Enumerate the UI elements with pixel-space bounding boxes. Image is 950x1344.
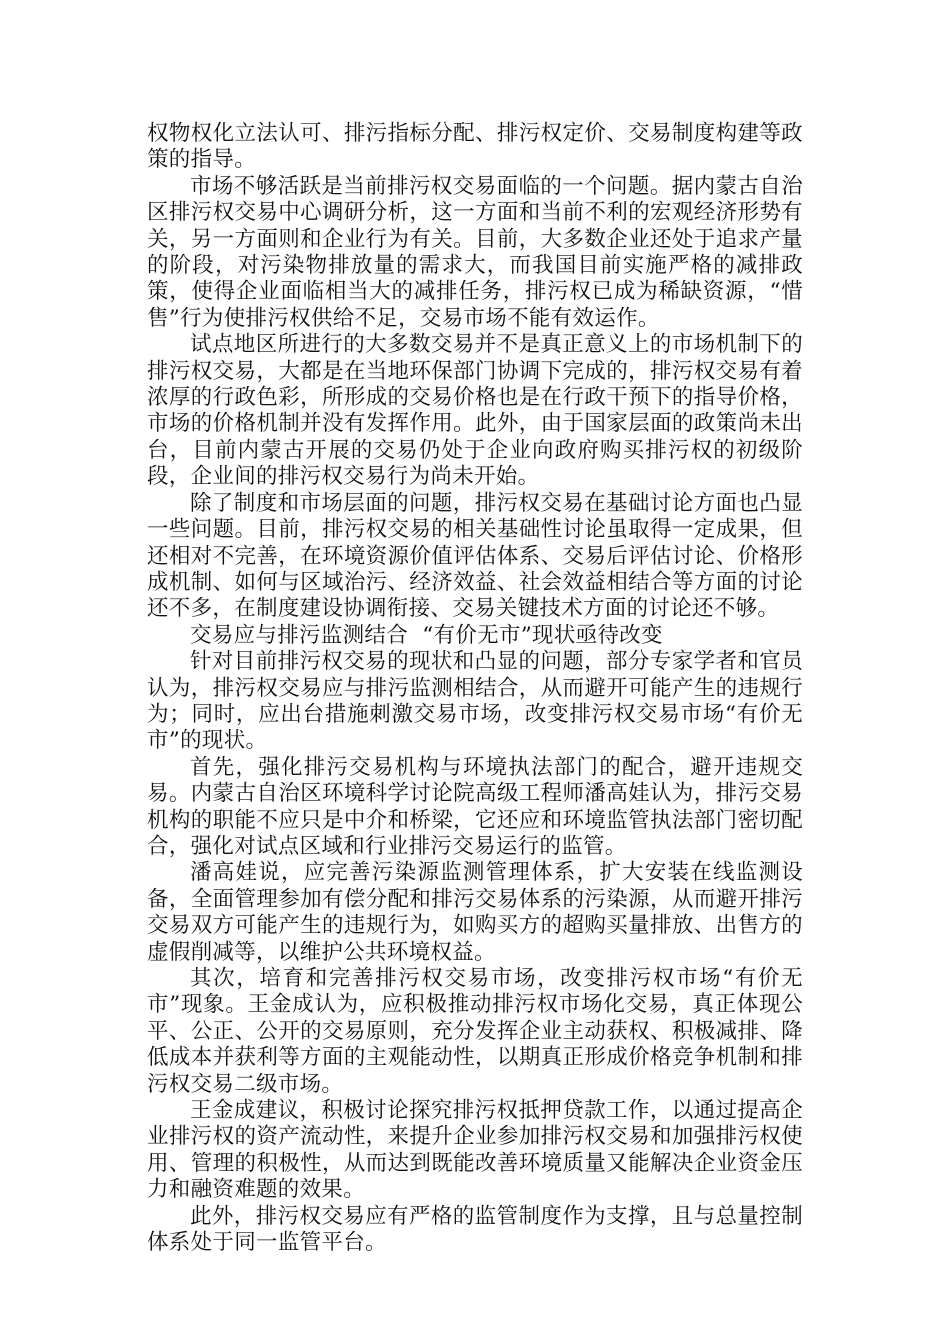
paragraph-expert-views: 针对目前排污权交易的现状和凸显的问题，部分专家学者和官员认为，排污权交易应与排污监测相结合，从而避开可能产生的违规行为；同时，应出台措施刺激交易市场，改变排污权交易市场“有价无市”的现状。 xyxy=(147,649,803,754)
paragraph-monitoring-system: 潘高娃说，应完善污染源监测管理体系，扩大安装在线监测设备，全面管理参加有偿分配和排污交易体系的污染源，从而避开排污交易双方可能产生的违规行为，如购买方的超购买量排放、出售方的虚假削减等，以维护公共环境权益。 xyxy=(147,860,803,965)
paragraph-continued: 权物权化立法认可、排污指标分配、排污权定价、交易制度构建等政策的指导。 xyxy=(147,121,803,173)
paragraph-pilot-trading: 试点地区所进行的大多数交易并不是真正意义上的市场机制下的排污权交易，大都是在当地环保部门协调下完成的，排污权交易有着浓厚的行政色彩，所形成的交易价格也是在行政干预下的指导价格，市场的价格机制并没有发挥作用。此外，由于国家层面的政策尚未出台，目前内蒙古开展的交易仍处于企业向政府购买排污权的初级阶段，企业间的排污权交易行为尚未开始。 xyxy=(147,332,803,490)
paragraph-second-measure: 其次，培育和完善排污权交易市场，改变排污权市场“有价无市”现象。王金成认为，应积极推动排污权市场化交易，真正体现公平、公正、公开的交易原则，充分发挥企业主动获权、积极减排、降低成本并获利等方面的主观能动性，以期真正形成价格竞争机制和排污权交易二级市场。 xyxy=(147,966,803,1097)
document-body xyxy=(147,121,803,1256)
paragraph-basic-research: 除了制度和市场层面的问题，排污权交易在基础讨论方面也凸显一些问题。目前，排污权交易的相关基础性讨论虽取得一定成果，但还相对不完善，在环境资源价值评估体系、交易后评估讨论、价格形成机制、如何与区域治污、经济效益、社会效益相结合等方面的讨论还不多，在制度建设协调衔接、交易关键技术方面的讨论还不够。 xyxy=(147,490,803,622)
paragraph-first-measure: 首先，强化排污交易机构与环境执法部门的配合，避开违规交易。内蒙古自治区环境科学讨论院高级工程师潘高娃认为，排污交易机构的职能不应只是中介和桥梁，它还应和环境监管执法部门密切配合，强化对试点区域和行业排污交易运行的监管。 xyxy=(147,754,803,859)
section-heading: 交易应与排污监测结合 “有价无市”现状亟待改变 xyxy=(190,622,663,648)
paragraph-market-inactivity: 市场不够活跃是当前排污权交易面临的一个问题。据内蒙古自治区排污权交易中心调研分析，这一方面和当前不利的宏观经济形势有关，另一方面则和企业行为有关。目前，大多数企业还处于追求产量的阶段，对污染物排放量的需求大，而我国目前实施严格的减排政策，使得企业面临相当大的减排任务，排污权已成为稀缺资源，“惜售”行为使排污权供给不足，交易市场不能有效运作。 xyxy=(147,173,803,331)
paragraph-mortgage-loans: 王金成建议，积极讨论探究排污权抵押贷款工作，以通过提高企业排污权的资产流动性，来提升企业参加排污权交易和加强排污权使用、管理的积极性，从而达到既能改善环境质量又能解决企业资金压力和融资难题的效果。 xyxy=(147,1098,803,1203)
paragraph-supervision: 此外，排污权交易应有严格的监管制度作为支撑，且与总量控制体系处于同一监管平台。 xyxy=(147,1203,803,1256)
